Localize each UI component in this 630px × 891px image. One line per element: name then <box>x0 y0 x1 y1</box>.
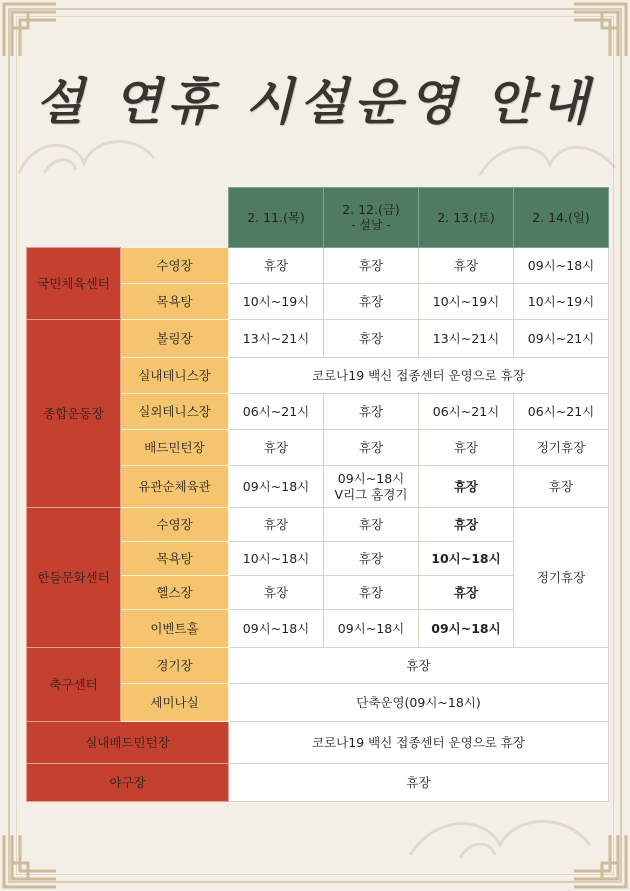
facility-cell: 실외테니스장 <box>121 394 229 430</box>
value-cell: 휴장 <box>419 430 514 466</box>
notice-cell: 코로나19 백신 접종센터 운영으로 휴장 <box>229 722 609 764</box>
value-cell: 13시~21시 <box>229 320 324 358</box>
cloud-pattern-icon <box>470 130 620 190</box>
facility-cell: 실내테니스장 <box>121 358 229 394</box>
facility-cell: 유관순체육관 <box>121 466 229 508</box>
value-cell: 09시~18시 <box>514 248 609 284</box>
merged-value-cell: 휴장 <box>229 648 609 684</box>
value-cell: 휴장 <box>324 394 419 430</box>
facility-cell: 볼링장 <box>121 320 229 358</box>
facility-cell: 경기장 <box>121 648 229 684</box>
table-row <box>27 648 609 684</box>
value-cell: 휴장 <box>324 284 419 320</box>
merged-value-cell: 휴장 <box>229 764 609 802</box>
category-cell: 국민체육센터 <box>27 248 121 320</box>
value-cell: 09시~18시 V리그 홈경기 <box>324 466 419 508</box>
value-cell: 10시~19시 <box>419 284 514 320</box>
date-header: 2. 11.(목) <box>229 188 324 248</box>
facility-cell: 헬스장 <box>121 576 229 610</box>
facility-cell: 수영장 <box>121 248 229 284</box>
value-cell: 휴장 <box>419 576 514 610</box>
category-cell: 야구장 <box>27 764 229 802</box>
schedule-table <box>26 187 609 802</box>
value-cell: 06시~21시 <box>229 394 324 430</box>
page-title: 설 연휴 시설운영 안내 <box>35 72 595 131</box>
date-header: 2. 12.(금) - 설날 - <box>324 188 419 248</box>
value-cell: 10시~19시 <box>229 284 324 320</box>
facility-cell: 수영장 <box>121 508 229 542</box>
category-cell: 축구센터 <box>27 648 121 722</box>
corner-ornament-icon <box>0 0 60 60</box>
value-cell: 06시~21시 <box>514 394 609 430</box>
value-cell: 휴장 <box>419 248 514 284</box>
category-cell: 한들문화센터 <box>27 508 121 648</box>
value-cell: 휴장 <box>229 576 324 610</box>
notice-cell: 코로나19 백신 접종센터 운영으로 휴장 <box>229 358 609 394</box>
facility-cell: 배드민턴장 <box>121 430 229 466</box>
value-cell: 휴장 <box>324 248 419 284</box>
value-cell: 정기휴장 <box>514 430 609 466</box>
corner-ornament-icon <box>0 831 60 891</box>
value-cell: 휴장 <box>324 430 419 466</box>
value-cell: 13시~21시 <box>419 320 514 358</box>
value-cell: 09시~18시 <box>419 610 514 648</box>
merged-value-cell: 정기휴장 <box>514 508 609 648</box>
facility-cell: 목욕탕 <box>121 542 229 576</box>
header-blank <box>27 188 229 248</box>
value-cell: 휴장 <box>324 508 419 542</box>
table-header-row <box>27 188 609 248</box>
table-row <box>27 248 609 284</box>
value-cell: 휴장 <box>514 466 609 508</box>
value-cell: 10시~18시 <box>229 542 324 576</box>
table-row <box>27 508 609 542</box>
table-row <box>27 320 609 358</box>
facility-cell: 세미나실 <box>121 684 229 722</box>
value-cell: 06시~21시 <box>419 394 514 430</box>
value-cell: 휴장 <box>419 466 514 508</box>
merged-value-cell: 단축운영(09시~18시) <box>229 684 609 722</box>
table-row <box>27 722 609 764</box>
table-row <box>27 764 609 802</box>
value-cell: 휴장 <box>229 430 324 466</box>
value-cell: 휴장 <box>324 320 419 358</box>
category-cell: 종합운동장 <box>27 320 121 508</box>
value-cell: 휴장 <box>229 248 324 284</box>
value-cell: 10시~18시 <box>419 542 514 576</box>
cloud-pattern-icon <box>400 800 600 870</box>
value-cell: 휴장 <box>419 508 514 542</box>
value-cell: 09시~18시 <box>229 610 324 648</box>
corner-ornament-icon <box>570 0 630 60</box>
value-cell: 09시~18시 <box>229 466 324 508</box>
value-cell: 09시~21시 <box>514 320 609 358</box>
category-cell: 실내배드민턴장 <box>27 722 229 764</box>
value-cell: 휴장 <box>324 542 419 576</box>
value-cell: 휴장 <box>324 576 419 610</box>
facility-cell: 이벤트홀 <box>121 610 229 648</box>
value-cell: 휴장 <box>229 508 324 542</box>
value-cell: 09시~18시 <box>324 610 419 648</box>
value-cell: 10시~19시 <box>514 284 609 320</box>
facility-cell: 목욕탕 <box>121 284 229 320</box>
date-header: 2. 13.(토) <box>419 188 514 248</box>
date-header: 2. 14.(일) <box>514 188 609 248</box>
